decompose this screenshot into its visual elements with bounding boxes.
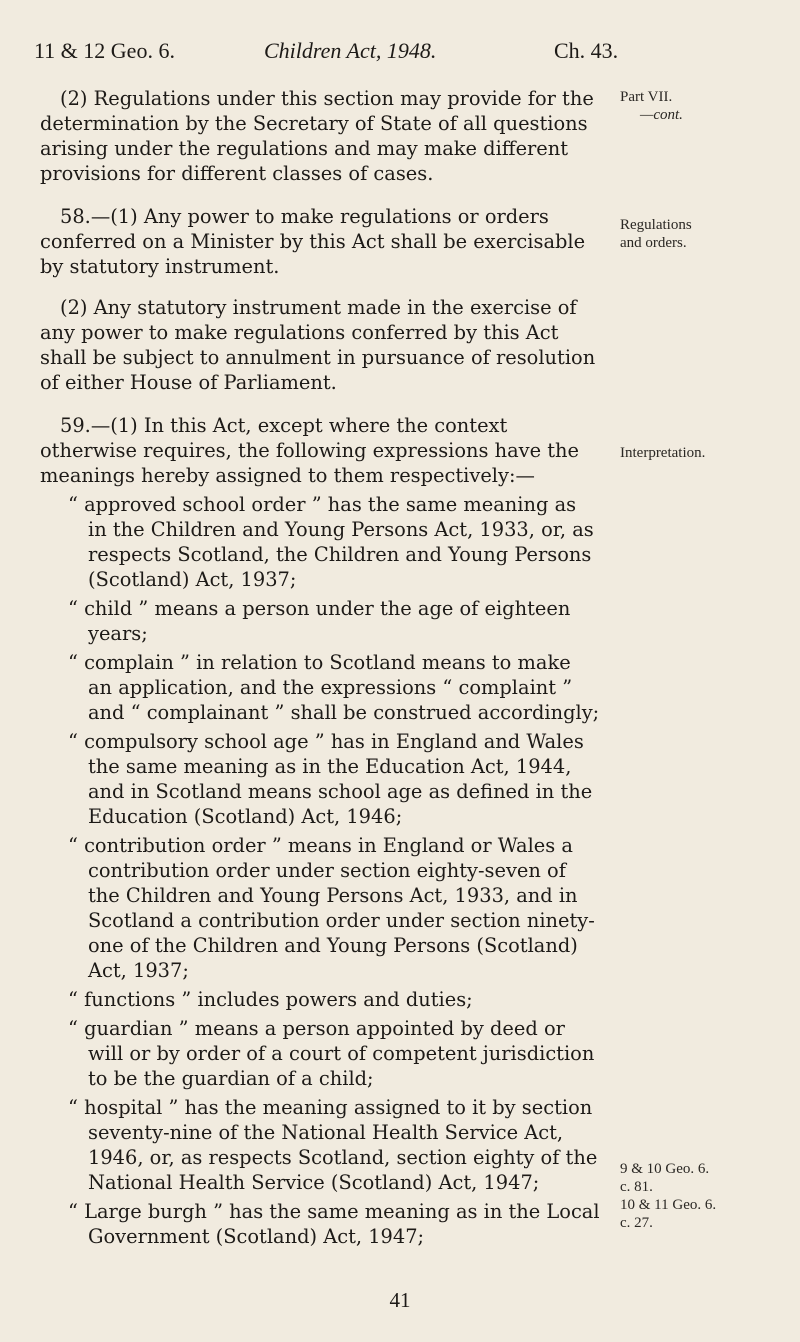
- definition-child: “ child ” means a person under the age of eighteen years;: [68, 597, 571, 645]
- section-58-1: 58.—(1) Any power to make regulations or orders conferred on a Minister by this Act shall be exercisable by statutory instrument.: [40, 205, 586, 278]
- margin-regulations-line1: Regulations: [620, 217, 692, 233]
- margin-ref-1946-b: c. 81.: [620, 1179, 653, 1195]
- definition-guardian: “ guardian ” means a person appointed by deed or will or by order of a court of competent jurisdiction to be the guardian of a child;: [68, 1017, 595, 1090]
- margin-regulations-line2: and orders.: [620, 235, 687, 251]
- section-58-2: (2) Any statutory instrument made in the exercise of any power to make regulations conferred by this Act shall be subject to annulment in pursuance of resolution of either House of Parliament.: [40, 296, 596, 394]
- section-57-2: (2) Regulations under this section may provide for the determination by the Secretary of State of all questions arising under the regulations and may make different provisions for different classes of cases.: [40, 87, 594, 185]
- margin-interpretation: Interpretation.: [620, 445, 706, 461]
- margin-note-part: [620, 88, 800, 124]
- margin-part-label: Part VII.: [620, 89, 673, 105]
- header-act-title: Children Act, 1948.: [264, 38, 437, 63]
- margin-note-interpretation: [620, 444, 800, 462]
- definition-contribution-order: “ contribution order ” means in England or Wales a contribution order under section eighty-seven of the Children and Young Persons Act, 1933, and in Scotland a contribution order under section ninety-one of the Children and Young Persons (Scotland) Act, 1937;: [68, 834, 595, 982]
- header-regnal-year: 11 & 12 Geo. 6.: [34, 38, 175, 63]
- page-number: 41: [389, 1288, 411, 1312]
- definition-hospital: “ hospital ” has the meaning assigned to it by section seventy-nine of the National Health Service Act, 1946, or, as respects Scotland, section eighty of the National Health Service (Scotland) Act, 1947;: [68, 1096, 598, 1194]
- header-chapter: Ch. 43.: [554, 38, 619, 63]
- margin-cont-label: —cont.: [640, 107, 683, 123]
- definition-large-burgh: “ Large burgh ” has the same meaning as in the Local Government (Scotland) Act, 1947;: [68, 1200, 600, 1248]
- definition-functions: “ functions ” includes powers and duties;: [68, 988, 473, 1011]
- margin-ref-1947-a: 10 & 11 Geo. 6.: [620, 1197, 717, 1213]
- margin-ref-1946-a: 9 & 10 Geo. 6.: [620, 1161, 710, 1177]
- margin-ref-1947-b: c. 27.: [620, 1215, 653, 1231]
- body-text: [40, 86, 600, 1253]
- section-59-1: 59.—(1) In this Act, except where the context otherwise requires, the following expressions have the meanings hereby assigned to them respectively:—: [40, 414, 580, 487]
- running-header: [34, 38, 764, 72]
- definition-complain: “ complain ” in relation to Scotland means to make an application, and the expressions “ complaint ” and “ complainant ” shall be construed accordingly;: [68, 651, 600, 724]
- definition-approved-school-order: “ approved school order ” has the same meaning as in the Children and Young Persons Act, 1933, or, as respects Scotland, the Children and Young Persons (Scotland) Act, 1937;: [68, 493, 594, 591]
- margin-note-references: [620, 1160, 800, 1232]
- margin-note-regulations: [620, 216, 800, 252]
- definition-compulsory-school-age: “ compulsory school age ” has in England and Wales the same meaning as in the Education Act, 1944, and in Scotland means school age as defined in the Education (Scotland) Act, 1946;: [68, 730, 593, 828]
